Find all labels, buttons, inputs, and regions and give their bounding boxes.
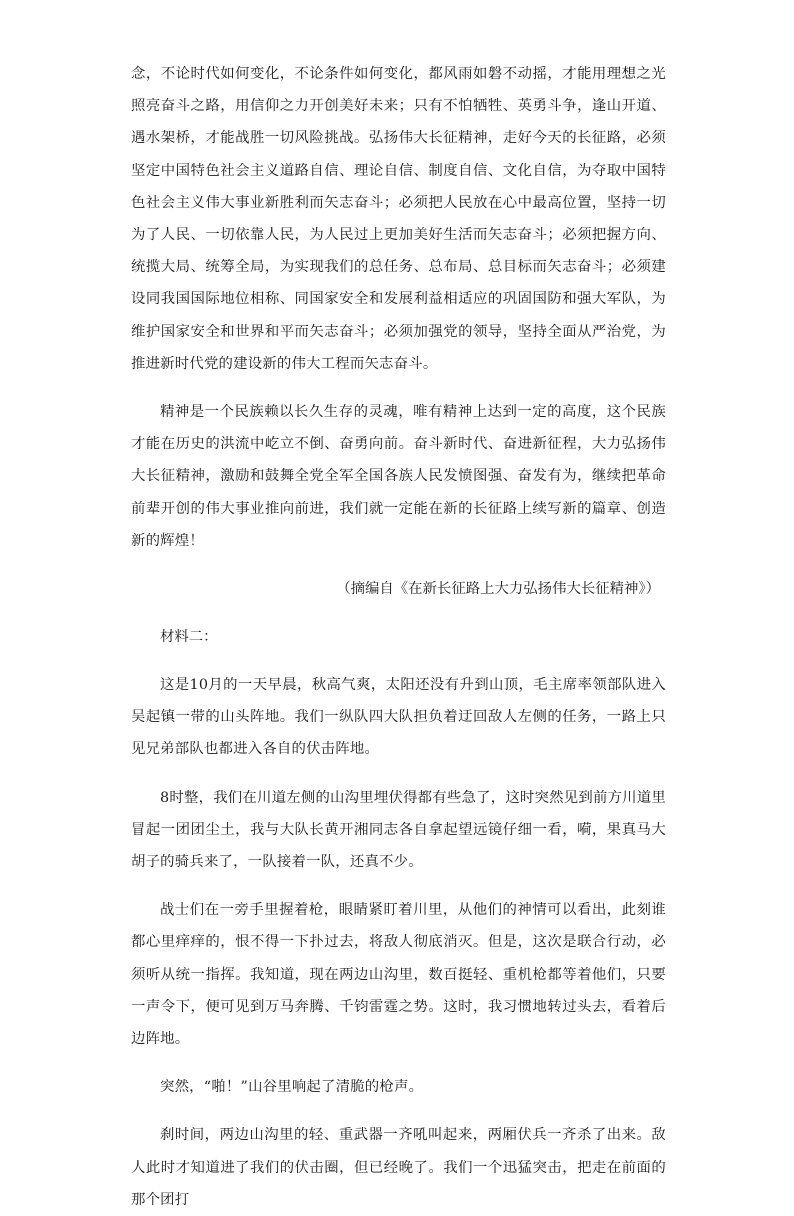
paragraph-gap [131,605,666,621]
paragraph-material1-continued: 念，不论时代如何变化，不论条件如何变化，都风雨如磐不动摇，才能用理想之光照亮奋斗之路，用信仰之力开创美好未来；只有不怕牺牲、英勇斗争，逢山开道、遇水架桥，才能战胜一切风险挑战。弘扬伟大长征精神，走好今天的长征路，必须坚定中国特色社会主义道路自信、理论自信、制度自信、文化自信，为夺取中国特色社会主义伟大事业新胜利而矢志奋斗；必须把人民放在心中最高位置，坚持一切为了人民、一切依靠人民，为人民过上更加美好生活而矢志奋斗；必须把握方向、统揽大局、统筹全局，为实现我们的总任务、总布局、总目标而矢志奋斗；必须建设同我国国际地位相称、同国家安全和发展利益相适应的巩固国防和强大军队，为维护国家安全和世界和平而矢志奋斗；必须加强党的领导，坚持全面从严治党，为推进新时代党的建设新的伟大工程而矢志奋斗。 [131,66,666,372]
source-citation: （摘编自《在新长征路上大力弘扬伟大长征精神》） [336,581,660,598]
paragraph-eight-oclock: 8时整，我们在川道左侧的山沟里埋伏得都有些急了，这时突然见到前方川道里冒起一团团尘土，我与大队长黄开湘同志各自拿起望远镜仔细一看，嗬，果真马大胡子的骑兵来了，一队接着一队，还真不少。 [131,789,666,871]
paragraph-soldiers: 战士们在一旁手里握着枪，眼睛紧盯着川里，从他们的神情可以看出，此刻谁都心里痒痒的，恨不得一下扑过去，将敌人彻底消灭。但是，这次是联合行动，必须听从统一指挥。我知道，现在两边山沟里，数百挺轻、重机枪都等着他们，只要一声令下，便可见到万马奔腾、千钧雷霆之势。这时，我习惯地转过头去，看着后边阵地。 [131,902,666,1048]
paragraph-gap [131,653,666,669]
paragraph-gap [131,766,666,782]
paragraph-gap [131,557,666,573]
paragraph-gunshot: 突然，“啪！”山谷里响起了清脆的枪声。 [160,1079,424,1096]
paragraph-spirit: 精神是一个民族赖以长久生存的灵魂，唯有精神上达到一定的高度，这个民族才能在历史的洪流中屹立不倒、奋勇向前。奋斗新时代、奋进新征程，大力弘扬伟大长征精神，激励和鼓舞全党全军全国各族人民发愤图强、奋发有为，继续把革命前辈开创的伟大事业推向前进，我们就一定能在新的长征路上续写新的篇章、创造新的辉煌！ [131,404,666,549]
paragraph-gap [131,878,666,894]
paragraph-gap [131,1103,666,1119]
paragraph-gap [131,1055,666,1071]
paragraph-ambush: 刹时间，两边山沟里的轻、重武器一齐吼叫起来，两厢伏兵一齐杀了出来。敌人此时才知道进了我们的伏击圈，但已经晚了。我们一个迅猛突击，把走在前面的那个团打 [131,1127,666,1208]
material-two-label: 材料二： [160,629,218,646]
document-page [131,58,666,1216]
paragraph-gap [131,380,666,396]
paragraph-morning: 这是10月的一天早晨，秋高气爽，太阳还没有升到山顶，毛主席率领部队进入吴起镇一带的山头阵地。我们一纵队四大队担负着迂回敌人左侧的任务，一路上只见兄弟部队也都进入各自的伏击阵地。 [131,677,666,758]
